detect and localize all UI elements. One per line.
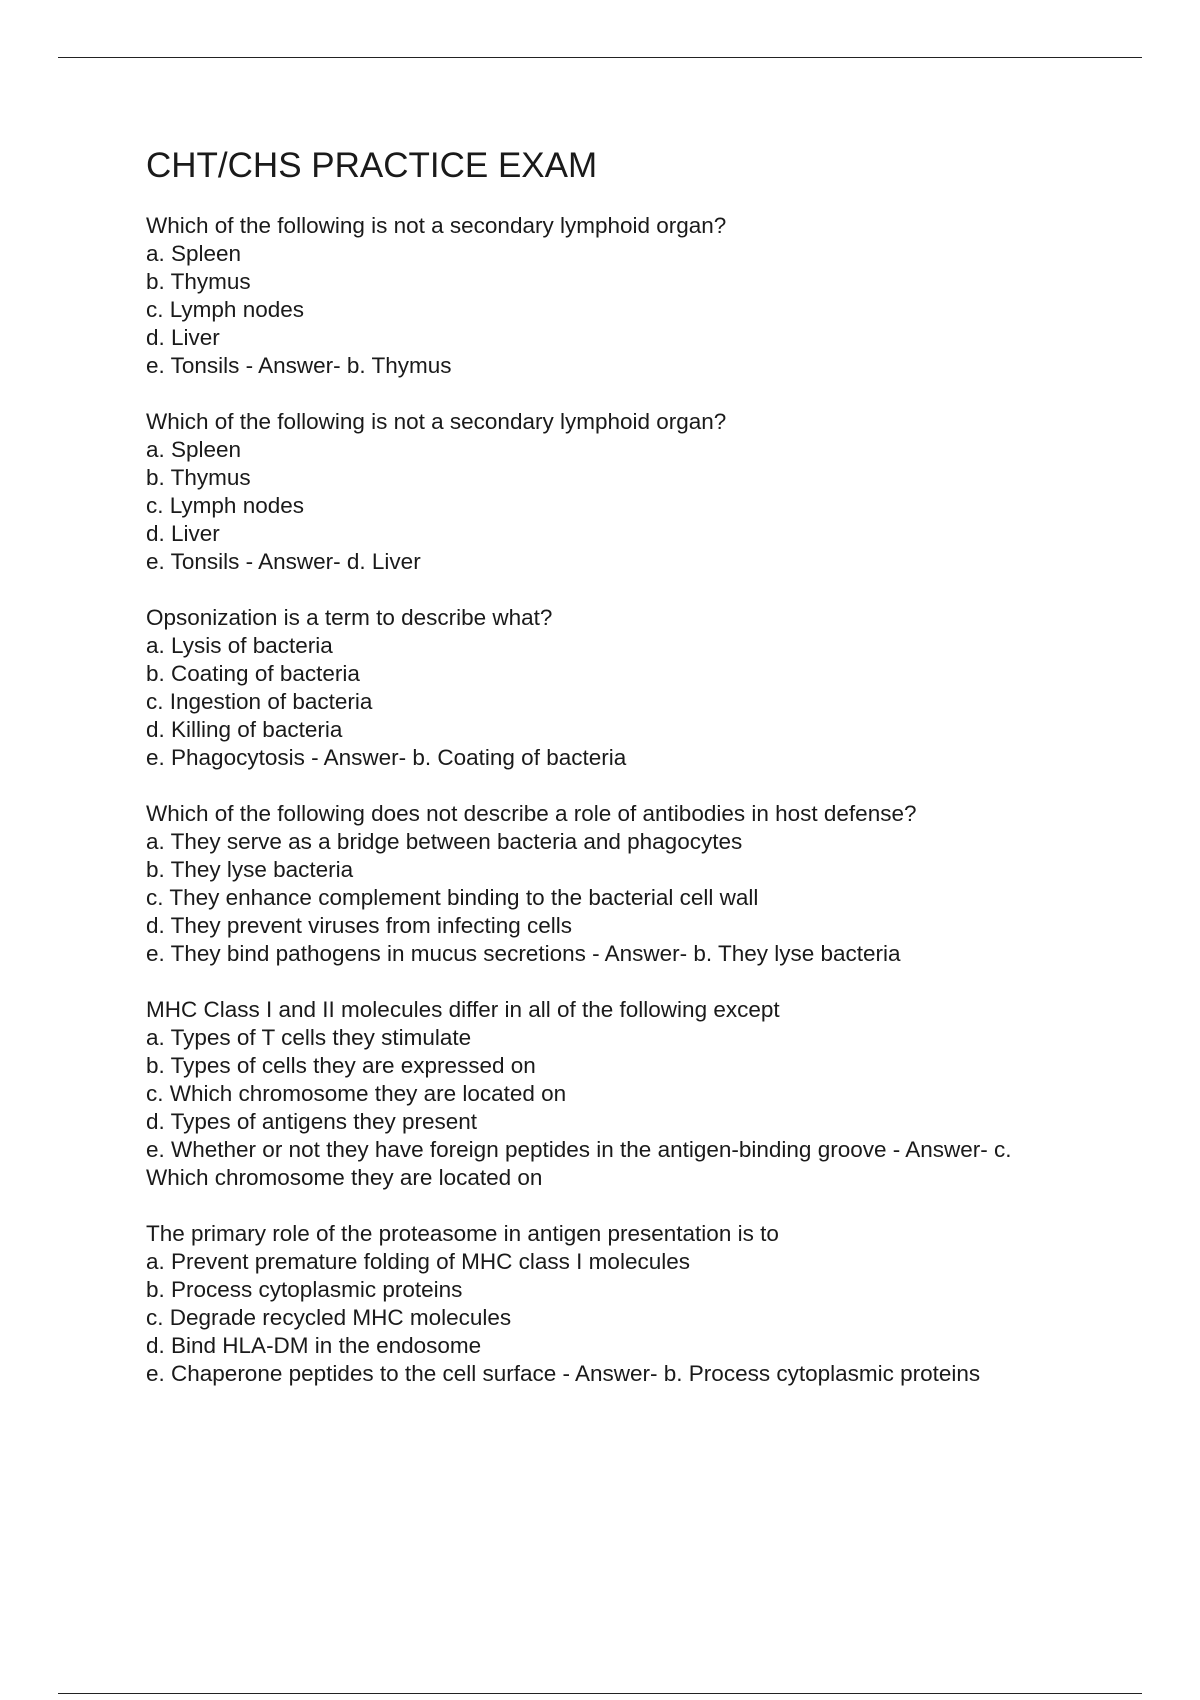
answer-option-with-key: e. Tonsils - Answer- b. Thymus (146, 353, 452, 378)
answer-option-with-key: e. Whether or not they have foreign peptides in the antigen-binding groove - Answer- c. (146, 1137, 1012, 1162)
answer-option: b. Coating of bacteria (146, 661, 360, 686)
answer-option: b. Types of cells they are expressed on (146, 1053, 536, 1078)
question-text: Which of the following is not a secondary lymphoid organ? (146, 213, 727, 238)
answer-option: c. Ingestion of bacteria (146, 689, 373, 714)
answer-option: a. Prevent premature folding of MHC class I molecules (146, 1249, 690, 1274)
answer-option: d. They prevent viruses from infecting cells (146, 913, 573, 938)
question-block (146, 1220, 1106, 1388)
answer-option-with-key: e. They bind pathogens in mucus secretions - Answer- b. They lyse bacteria (146, 941, 901, 966)
answer-option: c. Which chromosome they are located on (146, 1081, 567, 1106)
answer-option: d. Liver (146, 325, 220, 350)
answer-option-with-key: e. Tonsils - Answer- d. Liver (146, 549, 421, 574)
answer-option: a. Types of T cells they stimulate (146, 1025, 472, 1050)
answer-option: b. They lyse bacteria (146, 857, 354, 882)
question-text: MHC Class I and II molecules differ in all of the following except (146, 997, 780, 1022)
answer-key-continuation: Which chromosome they are located on (146, 1165, 543, 1190)
answer-option: d. Types of antigens they present (146, 1109, 478, 1134)
question-block (146, 212, 1106, 380)
question-text: Opsonization is a term to describe what? (146, 605, 553, 630)
answer-option: a. Spleen (146, 437, 242, 462)
question-text: The primary role of the proteasome in antigen presentation is to (146, 1221, 779, 1246)
question-block (146, 800, 1106, 968)
answer-option-with-key: e. Chaperone peptides to the cell surface - Answer- b. Process cytoplasmic proteins (146, 1361, 981, 1386)
answer-option: c. They enhance complement binding to the bacterial cell wall (146, 885, 759, 910)
answer-option: d. Killing of bacteria (146, 717, 343, 742)
bottom-divider (58, 1693, 1142, 1694)
answer-option: c. Lymph nodes (146, 297, 305, 322)
answer-option: d. Bind HLA-DM in the endosome (146, 1333, 482, 1358)
answer-option: d. Liver (146, 521, 220, 546)
answer-option: b. Process cytoplasmic proteins (146, 1277, 463, 1302)
answer-option: b. Thymus (146, 269, 251, 294)
question-block (146, 408, 1106, 576)
page-title: CHT/CHS PRACTICE EXAM (146, 146, 598, 185)
question-block (146, 996, 1106, 1192)
question-text: Which of the following does not describe a role of antibodies in host defense? (146, 801, 917, 826)
answer-option: b. Thymus (146, 465, 251, 490)
answer-option: a. Spleen (146, 241, 242, 266)
top-divider (58, 57, 1142, 58)
answer-option-with-key: e. Phagocytosis - Answer- b. Coating of bacteria (146, 745, 627, 770)
document-body (146, 140, 1106, 1416)
answer-option: c. Degrade recycled MHC molecules (146, 1305, 512, 1330)
question-block (146, 604, 1106, 772)
answer-option: a. Lysis of bacteria (146, 633, 333, 658)
answer-option: a. They serve as a bridge between bacteria and phagocytes (146, 829, 743, 854)
answer-option: c. Lymph nodes (146, 493, 305, 518)
question-text: Which of the following is not a secondary lymphoid organ? (146, 409, 727, 434)
